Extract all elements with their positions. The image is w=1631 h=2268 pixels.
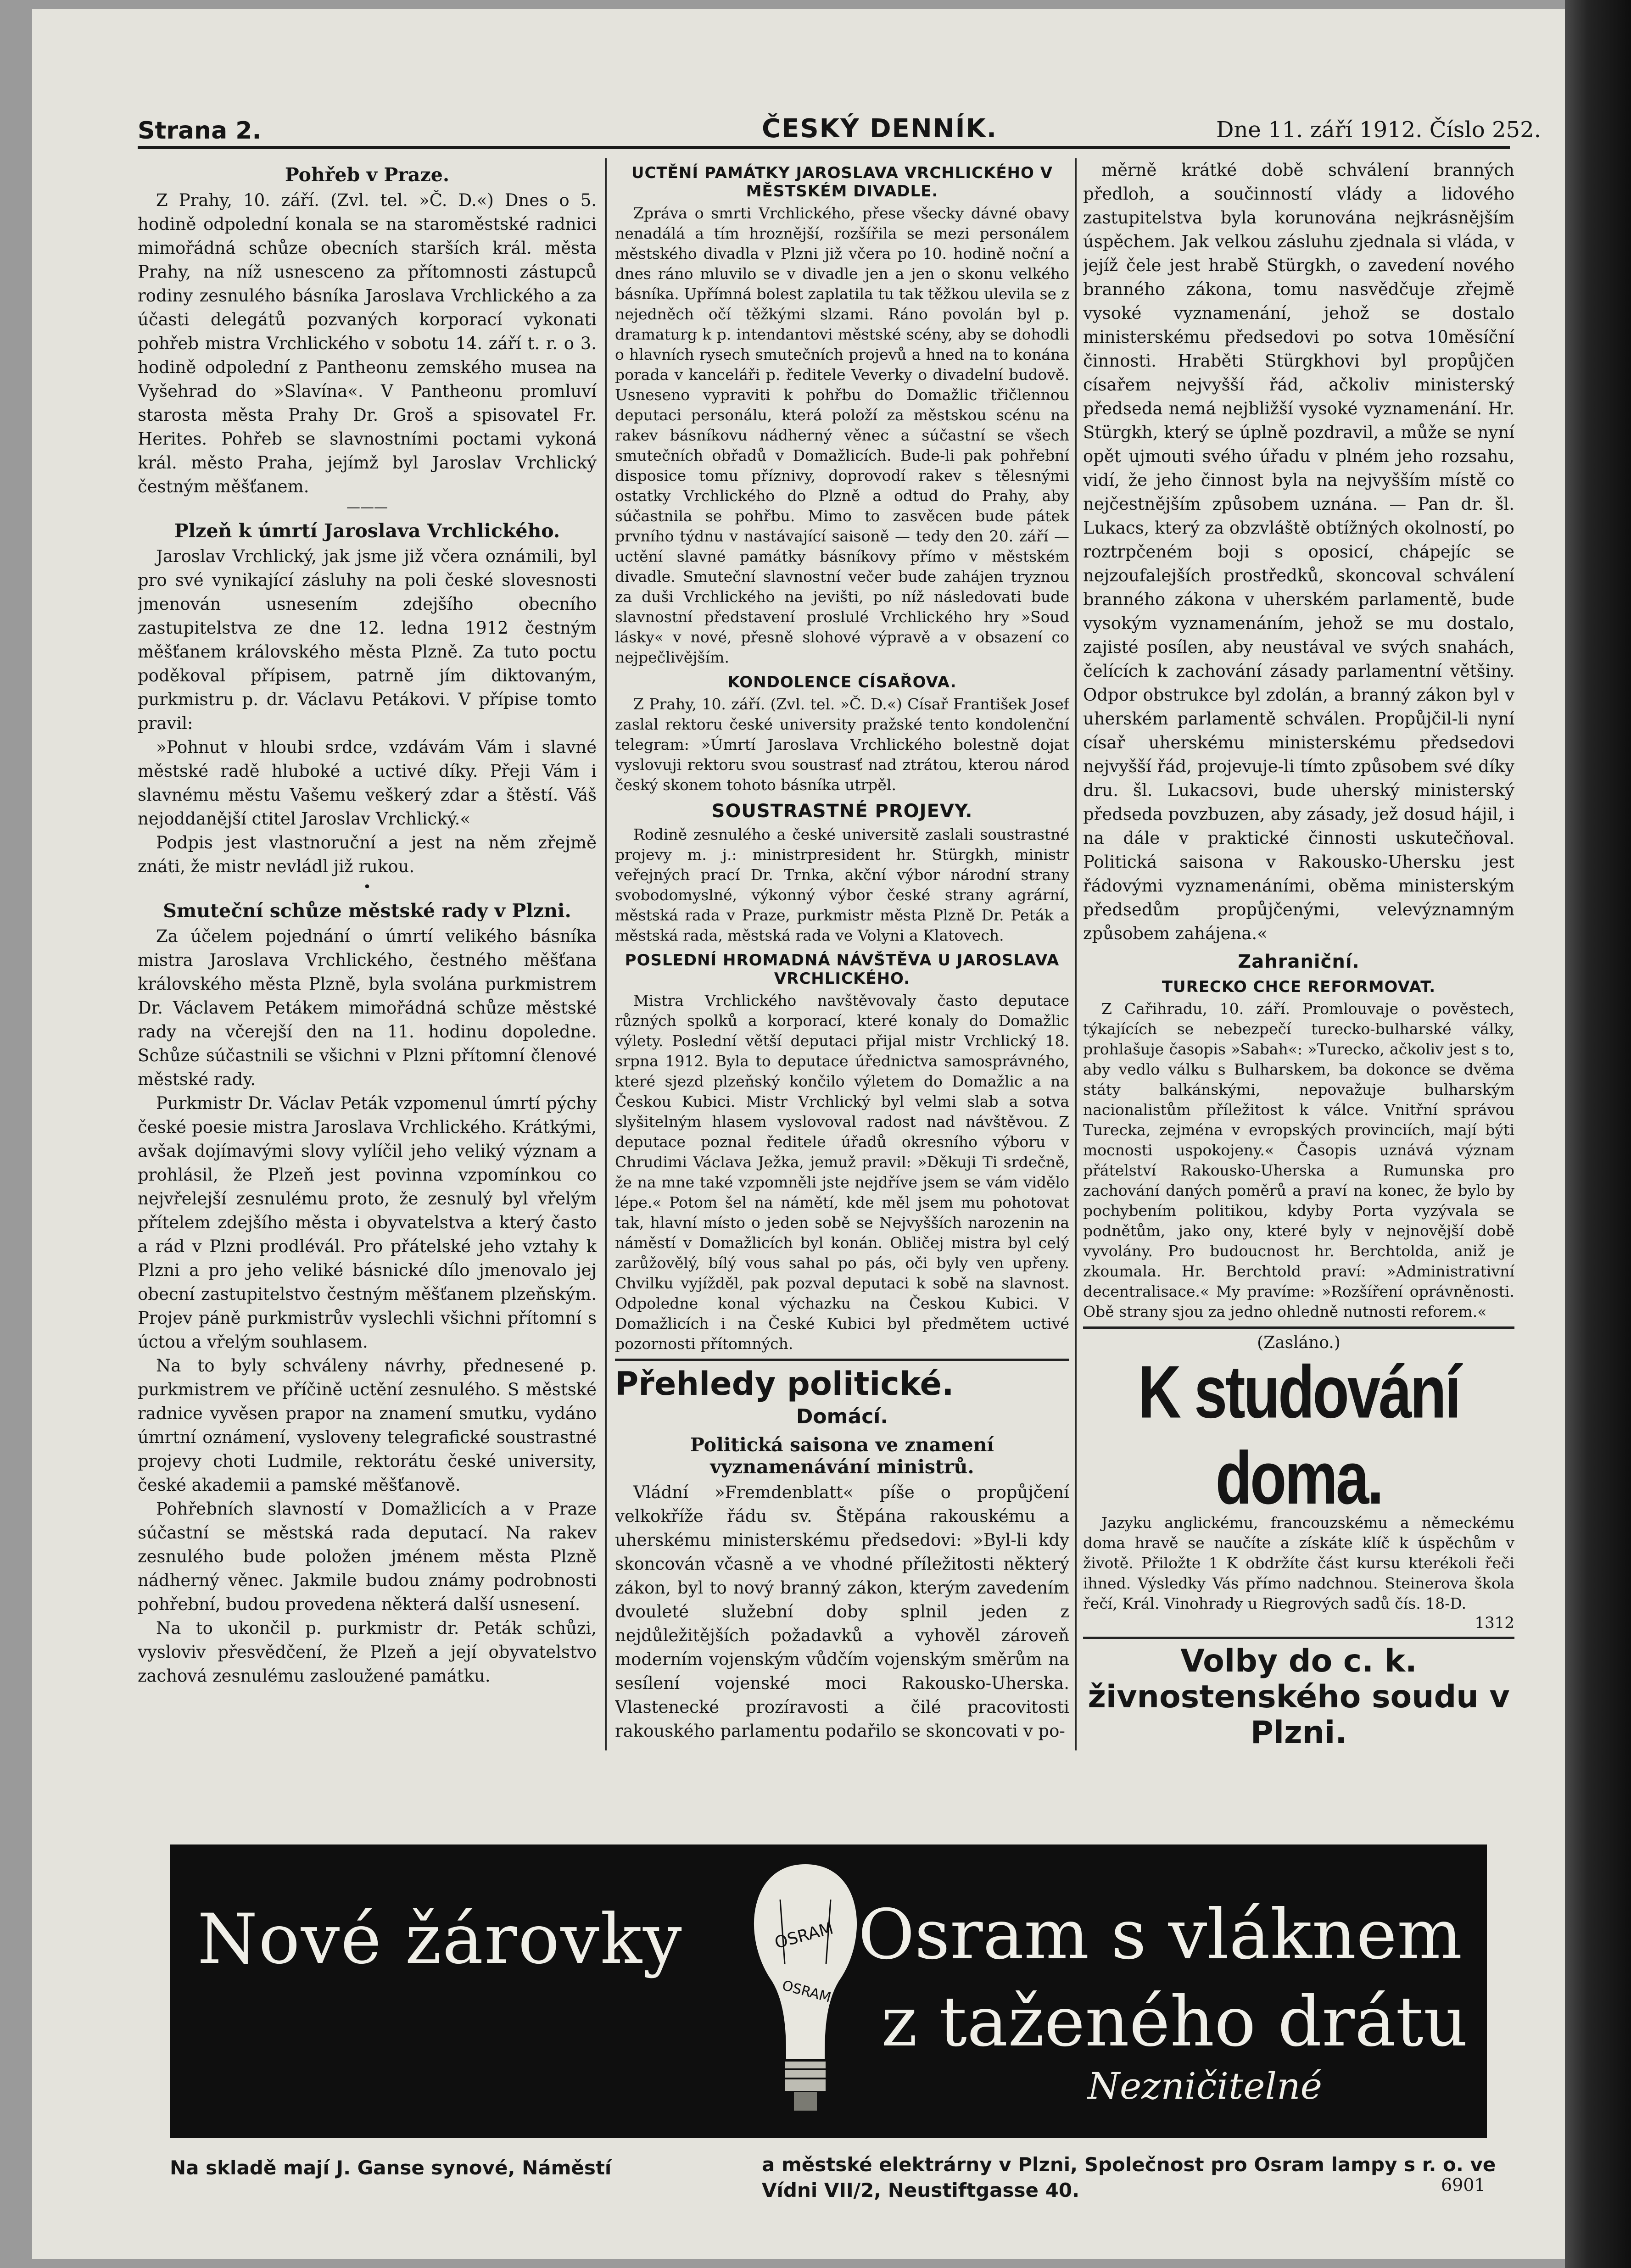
- article-paragraph: Mistra Vrchlického navštěvovaly často deputace různých spolků a korporací, které konaly do Domažlic výlety. Poslední větší deputaci přijal mistr Vrchlický 18. srpna 1912. Byla to deputace úřednictva samosprávného, které sjezd plzeňský končilo výletem do Domažlic a na Českou Kubici. Mistr Vrchlický byl velmi slab a sotva slyšitelným hlasem vyslovoval radost nad návštěvou. Z deputace poznal ředitele úřadů okresního výboru v Chrudimi Václava Ježka, jemuž pravil: »Děkuji Ti srdečně, že na mne také vzpomněli jste nejdříve jsem se vám vidělo lépe.« Potom šel na námětí, kde měl jsem mu pohotovat tak, hlavní místo o jeden sobě se Nejvyšších narozenin na náměstí v Domažlicích byl konán. Obličej mistra byl celý zarůžovělý, bílý vous sahal po pás, oči byly ven upřeny. Chvilku vyjížděl, pak pozval deputaci k sobě na slavnost. Odpoledne konal výchazku na Českou Kubici. V Domažlicích i na České Kubici byl předmětem uctivé pozornosti přítomných.: [615, 992, 1069, 1353]
- ad-footer-text: Na skladě mají J. Ganse synové, Náměstí: [170, 2157, 612, 2179]
- scan-edge: [1565, 0, 1631, 2268]
- ad-headline: K studování doma.: [1138, 1350, 1459, 1520]
- separator: ———: [346, 499, 388, 515]
- article-heading: Smuteční schůze městské rady v Plzni.: [163, 900, 571, 922]
- separator: •: [363, 879, 371, 895]
- article-paragraph: Purkmistr Dr. Václav Peták vzpomenul úmrtí pýchy české poesie mistra Jaroslava Vrchlického. Krátkými, avšak dojímavými slovy vylíčil jeho veliký význam a prohlásil, že Plzeň jest povinna vzpomínkou co nejvřelejší zesnulému proto, že zesnulý byl vřelým přítelem zdejšího města i obyvatelstva a který často a rád v Plzni prodlévál. Pro přátelské jeho vztahy k Plzni a pro jeho veliké básnické dílo jmenovalo jej obecní zastupitelstvo čestným měšťanem plzeňským. Projev páně purkmistrův vyslechli všichni přítomní s úctou a vřelým souhlasem.: [138, 1093, 597, 1352]
- article-paragraph: Z Prahy, 10. září. (Zvl. tel. »Č. D.«) Dnes o 5. hodině odpolední konala se na staroměstské radnici mimořádná schůze obecních starších král. města Prahy, na níž usnesceno za přítomnosti zástupců rodiny zesnulého básníka Jaroslava Vrchlického a za účasti delegátů pozvaných korporací vykonati pohřeb mistra Vrchlického v sobotu 14. září t. r. o 3. hodině odpolední z Pantheonu zemského musea na Vyšehrad do »Slavína«. V Pantheonu promluví starosta města Prahy Dr. Groš a spisovatel Fr. Herites. Pohřeb se slavnostními poctami vykoná král. město Praha, jejímž byl Jaroslav Vrchlický čestným měšťanem.: [138, 190, 597, 496]
- ad-banner-text: Osram s vláknem: [858, 1895, 1463, 1975]
- article-heading: Pohřeb v Praze.: [285, 164, 450, 186]
- section-title: Přehledy politické.: [615, 1365, 954, 1403]
- article-heading: KONDOLENCE CÍSAŘOVA.: [727, 673, 957, 691]
- ad-banner-text: z taženého drátu: [881, 1982, 1468, 2062]
- ad-note: (Zasláno.): [1257, 1333, 1341, 1352]
- light-bulb-icon: [730, 1844, 881, 2138]
- ad-footer-text: a městské elektrárny v Plzni, Společnost pro Osram lampy s r. o. ve Vídni VII/2, Neustiftgasse 40.: [762, 2153, 1496, 2201]
- page-number: Strana 2.: [138, 117, 262, 145]
- section-rule: [1083, 1637, 1514, 1639]
- section-rule: [615, 1359, 1069, 1361]
- article-paragraph: Jaroslav Vrchlický, jak jsme již včera oznámili, byl pro své vynikající zásluhy na poli české slovesnosti jmenován usnesením zdejšího obecního zastupitelstva ze dne 12. ledna 1912 čestným měšťanem královského města Plzně. Za tuto poctu poděkoval přípisem, patrně jím diktovaným, purkmistru p. dr. Václavu Petákovi. V přípise tomto pravil:: [138, 546, 597, 733]
- article-paragraph: Pohřebních slavností v Domažlicích a v Praze súčastní se městská rada deputací. Na rakev zesnulého bude položen jménem města Plzně nádherný věnec. Jakmile budou známy podrobnosti pohřební, budou provedena některá další usnesení.: [138, 1499, 597, 1614]
- article-paragraph: Zpráva o smrti Vrchlického, přese všecky dávné obavy nenadálá a tím hroznější, rozšířila se mezi personálem městského divadla v Plzni již včera po 10. hodině noční a dnes ráno mluvilo se v divadle jen a jen o skonu velkého básníka. Upřímná bolest zaplatila tu tak těžkou ulevila se z nejedněch očí těžkými slzami. Ráno povolán byl p. dramaturg k p. intendantovi městské scény, aby se dohodli o hlavních rysech smutečních projevů a hned na to konána porada v kanceláři p. ředitele Veverky o divadelní budově. Usneseno vypraviti k pohřbu do Domažlic třičlennou deputaci personálu, která položí za městskou scénu na rakev básníkovu nádherný věnec a súčastní se všech smutečních obřadů v Domažlicích. Bude-li pak pohřební disposice tomu příznivy, doprovodí rakev s tělesnými ostatky Vrchlického do Plzně a odtud do Prahy, aby súčastnila se pohřbu. Mimo to zasvěcen bude pátek prvního týdnu v nastávající saisoně — tedy den 20. září — uctění slavné památky básníkovy přímo v městském divadle. Smuteční slavnostní večer bude zahájen tryznou za duši Vrchlického na jevišti, po níž následovati bude slavnostní představení proslulé Vrchlického hry »Soud lásky« v nové, přesně slohové výpravě a v obsazení co nejpečlivějším.: [615, 204, 1069, 666]
- article-heading: SOUSTRASTNÉ PROJEVY.: [711, 801, 973, 822]
- ad-text: Jazyku anglickému, francouzskému a německému doma hravě se naučíte a získáte klíč k úspěchům v životě. Přiložte 1 K obdržíte část kursu kterékoli řeči ihned. Výsledky Vás přímo nadchnou. Steinerova škola řečí, Král. Vinohrady u Riegrových sadů čís. 18-D.: [1083, 1514, 1514, 1612]
- article-paragraph: Vládní »Fremdenblatt« píše o propůjčení velkokříže řádu sv. Štěpána rakouskému a uherskému ministerskému předsedovi: »Byl-li kdy skoncován včasně a ve vhodné příležitosti některý zákon, byl to nový branný zákon, kterým zavedením dvouleté služební doby splnil jeden z nejdůležitějších požadavků a vyhověl zároveň moderním vojenským vůdčím vojenským směrům na sesílení vojenské moci Rakousko-Uherska. Vlastenecké prozíravosti a čilé pracovitosti rakouského parlamentu podařilo se skoncovati v po-: [615, 1482, 1069, 1741]
- column-2: [615, 158, 1069, 1750]
- article-paragraph: Z Prahy, 10. září. (Zvl. tel. »Č. D.«) Císař František Josef zaslal rektoru české university pražské tento kondolenční telegram: »Úmrtí Jaroslava Vrchlického bolestně dojat vyslovuji rektoru svou soustrasť nad ztrátou, kterou národ český skonem tohoto básníka utrpěl.: [615, 695, 1069, 794]
- article-paragraph: měrně krátké době schválení branných předloh, a součinností vlády a lidového zastupitelstva byla korunována nejkrásnějším úspěchem. Jak velkou zásluhu zjednala si vláda, v jejíž čele jest hrabě Stürgkh, o zavedení nového branného zákona, tomu nasvědčuje zřejmě vysoké vyznamenání, jehož se dostalo ministerskému předsedovi po sotva 10měsíční činnosti. Hraběti Stürgkhovi byl propůjčen císařem nejvyšší řád, ačkoliv ministerský předseda nemá nejbližší vysoké vyznamenání. Hr. Stürgkh, který se úplně pozdravil, a může se nyní opět ujmouti svého úřadu v plném jeho rozsahu, vidí, že jeho činnost byla na nejvyšším místě co nejčestnějším způsobem uznána. — Pan dr. šl. Lukacs, který za obzvláště obtížných okolností, po roztrpčeném boji s oposicí, chápejíc se nejzoufalejších prostředků, skoncoval schválení branného zákona v uherském parlamentě, bude vysokým vyznamenáním, jehož se mu dostalo, zajisté posílen, aby neustával ve svých snahách, čelících k zachování zásady parlamentní většiny. Odpor obstrukce byl zdolán, a branný zákon byl v uherském parlamentě schválen. Propůjčil-li nyní císař uherskému ministerskému předsedovi nejvyšší řád, projevuje-li tímto způsobem své díky dru. šl. Lukacsovi, bude uherský ministerský předseda povzbuzen, aby zásady, jež dosud hájil, i na dále v praktické činnosti uskutečňoval. Politická saisona v Rakousko-Uhersku jest řádovými vyznamenáními, oběma ministerským předsedům propůjčenými, velevýznamným způsobem zahájena.«: [1083, 160, 1514, 943]
- issue-date: Dne 11. září 1912. Číslo 252.: [1216, 117, 1541, 143]
- article-heading: UCTĚNÍ PAMÁTKY JAROSLAVA VRCHLICKÉHO V MĚSTSKÉM DIVADLE.: [631, 164, 1053, 201]
- ad-banner-tagline: Nezničitelné: [1088, 2065, 1322, 2107]
- article-heading: TURECKO CHCE REFORMOVAT.: [1162, 978, 1436, 996]
- bulb-label: OSRAM: [780, 1977, 833, 2006]
- column-1: [138, 158, 597, 1750]
- ad-banner-text: Nové žárovky: [197, 1900, 683, 1979]
- article-paragraph: »Pohnut v hloubi srdce, vzdávám Vám i slavné městské radě hluboké a uctivé díky. Přeji Vám i slavnému městu Vašemu veškerý zdar a štěstí. Váš nejoddanější ctitel Jaroslav Vrchlický.«: [138, 737, 597, 829]
- article-paragraph: Z Cařihradu, 10. září. Promlouvaje o pověstech, týkajících se nebezpečí turecko-bulharské války, prohlašuje časopis »Sabah«: »Turecko, ačkoliv jest s to, aby vedlo válku s Bulharskem, ba dokonce se dvěma státy balkánskými, nepovažuje bulharským nacionalistům příležitost k válce. Vnitřní správou Turecka, zejména v evropských provinciích, mají býti mocnosti uspokojeny.« Časopis uznává význam přátelství Rakousko-Uherska a Rumunska pro zachování daných poměrů a praví na konec, že bylo by pochybením politikou, kdyby Porta vyzývala se podnětům, jako ony, které byly v nejnovější době vyvolány. Pro budoucnost hr. Berchtolda, aniž je zkoumala. Hr. Berchtold praví: »Administrativní decentralisace.« My pravíme: »Rozšíření oprávněnosti. Obě strany sjou za jedno ohledně nutnosti reforem.«: [1083, 1000, 1514, 1321]
- article-heading: Politická saisona ve znamení vyznamenávání ministrů.: [690, 1434, 994, 1478]
- section-heading: Zahraniční.: [1238, 951, 1360, 972]
- article-paragraph: Na to byly schváleny návrhy, přednesené p. purkmistrem ve příčině uctění zesnulého. S městské radnice vyvěsen prapor na znamení smutku, vydáno úmrtní oznámení, vysloveny telegrafické soustrastné projevy choti Ludmile, rektorátu české university, české akademii a pamské měšťanově.: [138, 1356, 597, 1495]
- ad-number: 6901: [1441, 2175, 1486, 2195]
- column-3: [1083, 158, 1514, 1750]
- article-paragraph: Rodině zesnulého a české universitě zaslali soustrastné projevy m. j.: ministrpresident hr. Stürgkh, ministr veřejných prací Dr. Trnka, akční výbor národní strany svobodomyslné, výkonný výbor české strany agrární, městská rada v Praze, purkmistr města Plzně Dr. Peták a městská rada, městská rada ve Volyni a Klatovech.: [615, 825, 1069, 944]
- column-rule: [605, 158, 607, 1750]
- ad-number: 1312: [1475, 1614, 1514, 1632]
- article-heading: Plzeň k úmrtí Jaroslava Vrchlického.: [174, 520, 560, 542]
- article-paragraph: Za účelem pojednání o úmrtí velikého básníka mistra Jaroslava Vrchlického, čestného měšťana královského města Plzně, byla svolána purkmistrem Dr. Václavem Petákem mimořádná schůze městské rady na včerejší den na 11. hodinu dopoledne. Schůze súčastnili se všichni v Plzni přítomní členové městské rady.: [138, 926, 597, 1089]
- osram-advertisement: [170, 1844, 1487, 2138]
- ad-headline: Volby do c. k. živnostenského soudu v Plzni.: [1088, 1643, 1510, 1750]
- section-rule: [1083, 1326, 1514, 1329]
- article-paragraph: Podpis jest vlastnoruční a jest na něm zřejmě znáti, že mistr nevládl již rukou.: [138, 833, 597, 876]
- bulb-label: OSRAM: [772, 1919, 836, 1953]
- column-rule: [1075, 158, 1077, 1750]
- article-heading: POSLEDNÍ HROMADNÁ NÁVŠTĚVA U JAROSLAVA VRCHLICKÉHO.: [625, 951, 1060, 988]
- article-paragraph: Na to ukončil p. purkmistr dr. Peták schůzi, vysloviv přesvědčení, že Plzeň a její obyvatelstvo zachová zesnulému zasloužené památku.: [138, 1618, 597, 1686]
- newspaper-title: ČESKÝ DENNÍK.: [762, 114, 998, 144]
- section-subtitle: Domácí.: [796, 1405, 888, 1428]
- header-rule: [138, 146, 1510, 149]
